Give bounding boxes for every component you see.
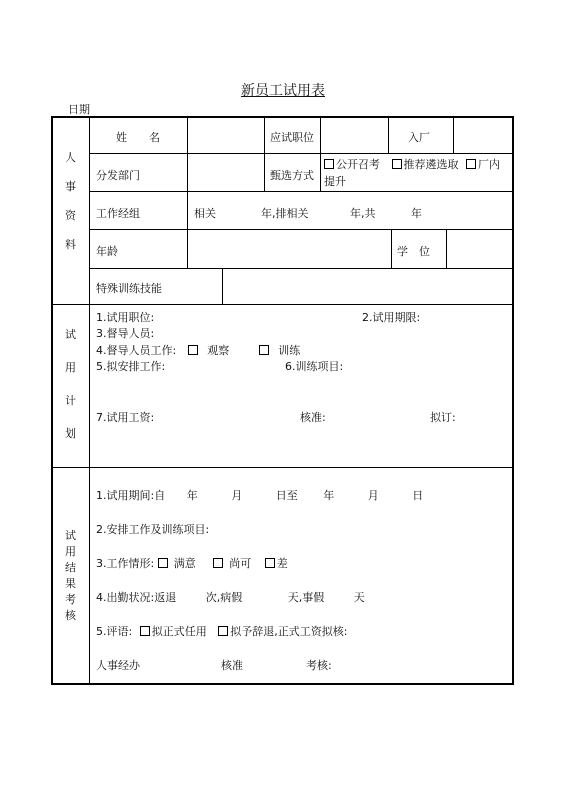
section-label-plan: 试 用 计 划 bbox=[65, 328, 76, 440]
attendance: 4.出勤状况:返退 次,病假 天,事假 天 bbox=[96, 591, 365, 604]
year-label: 年 bbox=[411, 207, 422, 220]
related-label: 相关 bbox=[194, 207, 216, 220]
supervisor-work-label: 4.督导人员工作: 观察 训练 bbox=[96, 344, 301, 357]
checkbox[interactable] bbox=[158, 558, 168, 568]
section-label-result: 试 用 结 果 考 核 bbox=[65, 529, 76, 622]
cell-line bbox=[388, 117, 389, 154]
trial-salary-label: 7.试用工资: bbox=[96, 411, 155, 424]
plan-approve-label: 核准: bbox=[300, 411, 326, 424]
special-training-label: 特殊训练技能 bbox=[96, 282, 162, 295]
cell-line bbox=[446, 229, 447, 268]
selection-method-label: 甄选方式 bbox=[270, 169, 314, 182]
department-label: 分发部门 bbox=[96, 169, 140, 182]
checkbox[interactable] bbox=[188, 345, 198, 355]
checkbox[interactable] bbox=[213, 558, 223, 568]
assess-label: 考核: bbox=[306, 659, 332, 672]
row-line bbox=[89, 268, 513, 269]
date-label: 日期 bbox=[68, 103, 90, 116]
section-line bbox=[52, 467, 513, 468]
section-label-personnel: 人 事 资 料 bbox=[65, 151, 76, 251]
plan-draft-label: 拟订: bbox=[430, 411, 456, 424]
checkbox[interactable] bbox=[324, 159, 334, 169]
section-line bbox=[52, 304, 513, 305]
hr-handler-label: 人事经办 bbox=[96, 659, 140, 672]
age-label: 年龄 bbox=[96, 245, 118, 258]
row-line bbox=[89, 153, 513, 154]
year-related-label: 年,排相关 bbox=[261, 207, 309, 220]
entry-label: 入厂 bbox=[408, 131, 430, 144]
cell-line bbox=[187, 153, 188, 191]
cell-line bbox=[264, 153, 265, 191]
trial-period-label: 2.试用期限: bbox=[362, 311, 421, 324]
selection-options: 公开召考 推荐遴选取 厂内 bbox=[324, 156, 500, 172]
trial-period-range: 1.试用期间:自 年 月 日至 年 月 日 bbox=[96, 489, 424, 502]
work-experience-label: 工作经组 bbox=[96, 207, 140, 220]
page-title: 新员工试用表 bbox=[241, 83, 325, 99]
cell-line bbox=[453, 117, 454, 154]
cell-line bbox=[391, 229, 392, 268]
work-condition: 3.工作情形: 满意 尚可 差 bbox=[96, 557, 288, 570]
cell-line bbox=[187, 117, 188, 154]
arranged-work-label: 5.拟安排工作: bbox=[96, 360, 166, 373]
applied-position-label: 应试职位 bbox=[270, 131, 314, 144]
checkbox[interactable] bbox=[140, 626, 150, 636]
checkbox[interactable] bbox=[466, 159, 476, 169]
trial-position-label: 1.试用职位: bbox=[96, 311, 155, 324]
checkbox[interactable] bbox=[218, 626, 228, 636]
cell-line bbox=[264, 117, 265, 154]
selection-continuation: 提升 bbox=[324, 175, 346, 188]
training-items-label: 6.训练项目: bbox=[285, 360, 344, 373]
year-total-label: 年,共 bbox=[350, 207, 376, 220]
cell-line bbox=[320, 117, 321, 191]
cell-line bbox=[222, 268, 223, 304]
checkbox[interactable] bbox=[265, 558, 275, 568]
row-line bbox=[89, 191, 513, 192]
supervisor-label: 3.督导人员: bbox=[96, 327, 155, 340]
arranged-work-training-label: 2.安排工作及训练项目: bbox=[96, 523, 210, 536]
cell-line bbox=[187, 191, 188, 268]
degree-label: 学 位 bbox=[397, 245, 430, 258]
comment: 5.评语: 拟正式任用 拟予辞退,正式工资拟核: bbox=[96, 625, 348, 638]
checkbox[interactable] bbox=[392, 159, 402, 169]
row-line bbox=[89, 229, 513, 230]
result-approve-label: 核准 bbox=[221, 659, 243, 672]
checkbox[interactable] bbox=[259, 345, 269, 355]
name-label: 姓 名 bbox=[116, 131, 160, 144]
